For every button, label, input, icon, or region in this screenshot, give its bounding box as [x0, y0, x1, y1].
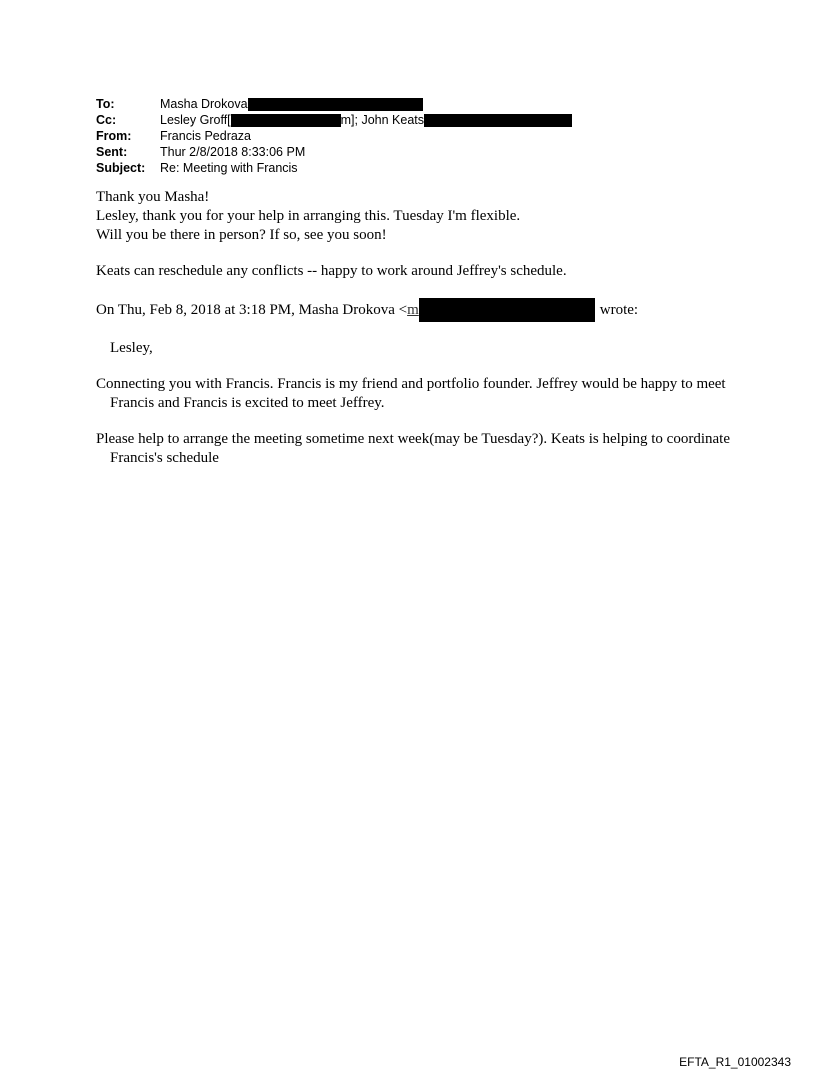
redaction-box	[231, 114, 341, 127]
from-label: From:	[96, 129, 132, 143]
to-label: To:	[96, 97, 115, 111]
email-body	[96, 188, 736, 468]
to-value: Masha Drokova	[160, 97, 248, 111]
cc-label: Cc:	[96, 113, 117, 127]
body-line: Thank you Masha!	[96, 189, 210, 205]
quote-greeting: Lesley,	[110, 340, 153, 356]
body-line: Keats can reschedule any conflicts -- happy to work around Jeffrey's schedule.	[96, 263, 567, 279]
quote-intro: On Thu, Feb 8, 2018 at 3:18 PM, Masha Drokova <	[96, 301, 408, 318]
email-header	[96, 96, 572, 176]
subject-row	[96, 160, 572, 176]
body-line: Lesley, thank you for your help in arranging this. Tuesday I'm flexible.	[96, 208, 521, 224]
quote-wrote: wrote:	[599, 301, 639, 318]
subject-value: Re: Meeting with Francis	[160, 161, 298, 175]
cc-row	[96, 112, 572, 128]
sent-value: Thur 2/8/2018 8:33:06 PM	[160, 145, 306, 159]
from-row	[96, 128, 572, 144]
quote-paragraph: Please help to arrange the meeting sometime next week(may be Tuesday?). Keats is helping to coordinate Francis's schedule	[96, 431, 730, 466]
cc-value-part2: m]; John Keats	[340, 113, 425, 127]
document-id: EFTA_R1_01002343	[679, 1055, 791, 1069]
redaction-box	[419, 298, 595, 322]
redaction-box	[424, 114, 572, 127]
quote-paragraph: Connecting you with Francis. Francis is my friend and portfolio founder. Jeffrey would be happy to meet Francis and Francis is excited to meet Jeffrey.	[96, 376, 726, 411]
redaction-box	[248, 98, 423, 111]
from-value: Francis Pedraza	[160, 129, 252, 143]
quote-email-link[interactable]: m	[407, 301, 419, 318]
quote-attribution	[96, 298, 736, 322]
cc-value-part1: Lesley Groff[	[160, 113, 231, 127]
to-row	[96, 96, 572, 112]
subject-label: Subject:	[96, 161, 146, 175]
body-line: Will you be there in person? If so, see you soon!	[96, 227, 387, 243]
sent-row	[96, 144, 572, 160]
sent-label: Sent:	[96, 145, 128, 159]
